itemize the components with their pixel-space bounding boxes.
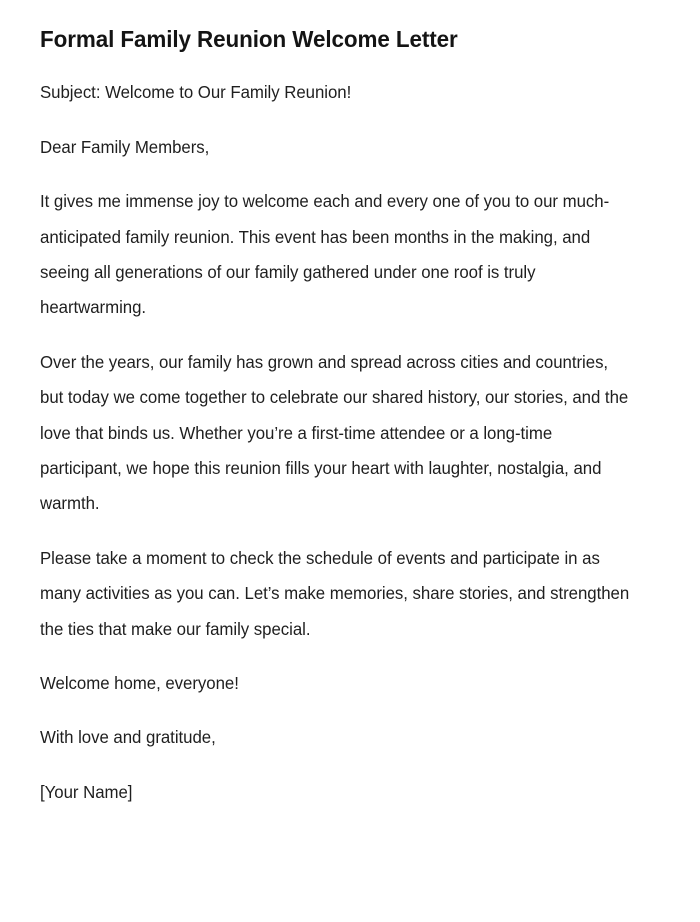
body-paragraph-3: Please take a moment to check the schedule of events and participate in as many activities as you can. Let’s make memories, share stories, and strengthen the ties that make our family special.	[40, 548, 630, 639]
signature-placeholder: [Your Name]	[40, 782, 133, 802]
page-title: Formal Family Reunion Welcome Letter	[40, 26, 458, 52]
salutation: Dear Family Members,	[40, 137, 210, 157]
subject-line: Subject: Welcome to Our Family Reunion!	[40, 83, 352, 103]
closing-line: Welcome home, everyone!	[40, 674, 239, 694]
sign-off: With love and gratitude,	[40, 728, 216, 748]
body-paragraph-1: It gives me immense joy to welcome each and every one of you to our much-anticipated family reunion. This event has been months in the making, and seeing all generations of our family gathered under one roof is truly heartwarming.	[40, 192, 610, 318]
body-paragraph-2: Over the years, our family has grown and spread across cities and countries, but today we come together to celebrate our shared history, our stories, and the love that binds us. Whether you’re a first-time attendee or a long-time participant, we hope this reunion fills your heart with laughter, nostalgia, and warmth.	[40, 352, 629, 514]
letter-body	[40, 0, 644, 810]
